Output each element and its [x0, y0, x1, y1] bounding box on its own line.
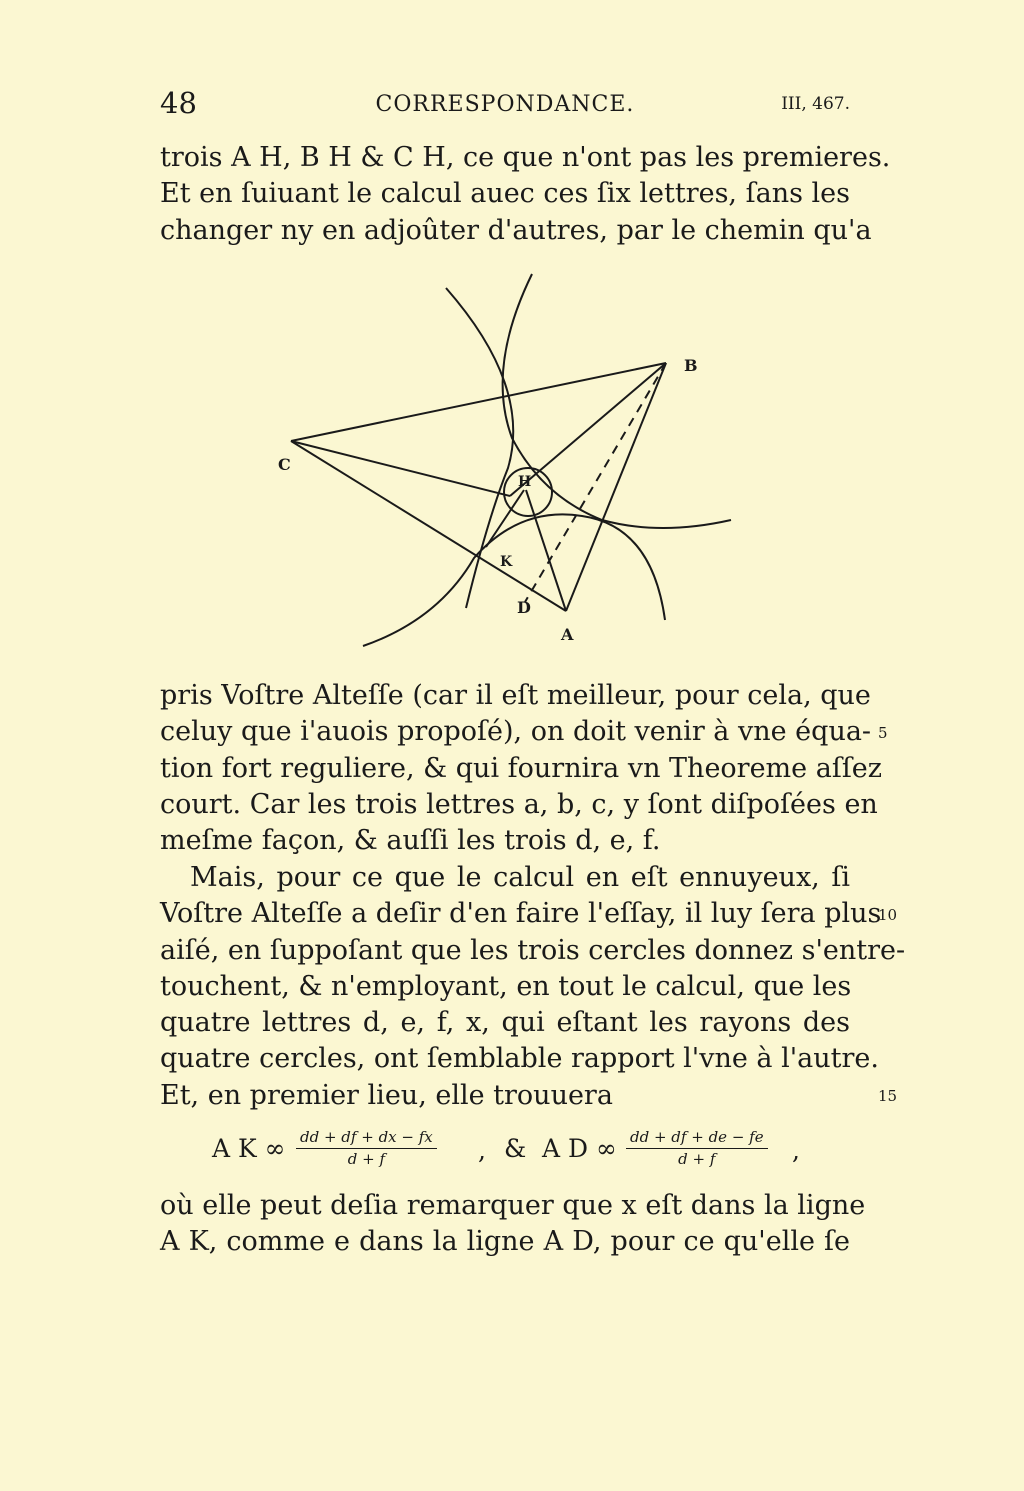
equation-lhs-ak: A K ∞ [212, 1134, 286, 1163]
fraction-numerator: dd + df + de − fe [626, 1128, 768, 1149]
dashed-line-bd [525, 363, 666, 602]
label-c: C [278, 455, 291, 474]
line-number: 5 [878, 724, 888, 742]
volume-reference: III, 467. [781, 94, 850, 114]
line-number: 15 [878, 1087, 898, 1105]
fraction-denominator: d + f [678, 1150, 716, 1168]
page-header [160, 86, 850, 130]
label-b: B [684, 356, 698, 375]
label-d: D [517, 598, 531, 617]
line-bh [510, 363, 666, 496]
line-ch [291, 441, 510, 496]
fraction-ad [626, 1128, 768, 1168]
geometric-figure [260, 268, 740, 658]
text-line: aiſé, en ſuppoſant que les trois cercles donnez s'entre- [160, 934, 906, 966]
line-number: 10 [878, 906, 898, 924]
label-a: A [561, 625, 574, 644]
arc-right [503, 274, 731, 528]
text-line: quatre lettres d, e, f, x, qui eſtant les rayons des [160, 1007, 850, 1039]
text-line: changer ny en adjoûter d'autres, par le chemin qu'a [160, 214, 872, 246]
fraction-numerator: dd + df + dx − fx [296, 1128, 437, 1149]
equation-ampersand: & [504, 1134, 527, 1163]
paragraph-1 [160, 140, 891, 249]
text-line: pris Voſtre Alteſſe (car il eſt meilleur, pour cela, que [160, 680, 871, 711]
arc-bottom [363, 514, 665, 646]
equation-lhs-ad: A D ∞ [542, 1134, 617, 1163]
page-number: 48 [160, 86, 197, 120]
label-h: H [518, 474, 532, 490]
equation-comma: , [478, 1136, 486, 1165]
text-line: Et en ſuiuant le calcul auec ces ſix lettres, ſans les [160, 178, 850, 210]
text-line: quatre cercles, ont ſemblable rapport l'vne à l'autre. [160, 1043, 879, 1075]
text-line: Voſtre Alteſſe a deſir d'en faire l'eſſay, il luy ſera plus [160, 898, 882, 930]
text-line: celuy que i'auois propoſé), on doit venir à vne équa- [160, 716, 872, 748]
text-line: Et, en premier lieu, elle trouuera [160, 1079, 613, 1111]
paragraph-4 [160, 1188, 866, 1261]
text-line: A K, comme e dans la ligne A D, pour ce qu'elle ſe [160, 1226, 850, 1258]
text-line: meſme façon, & auſſi les trois d, e, f. [160, 825, 661, 857]
line-ca [291, 441, 566, 611]
line-ba [566, 363, 666, 611]
fraction-ak [296, 1128, 437, 1168]
text-line: où elle peut deſia remarquer que x eſt dans la ligne [160, 1190, 866, 1221]
text-line: trois A H, B H & C H, ce que n'ont pas les premieres. [160, 142, 891, 173]
label-k: K [500, 554, 513, 570]
equation-comma: , [792, 1136, 800, 1165]
text-line: court. Car les trois lettres a, b, c, y ſont diſpoſées en [160, 788, 878, 820]
text-line: Mais, pour ce que le calcul en eſt ennuyeux, ſi [190, 862, 850, 893]
running-title: CORRESPONDANCE. [375, 92, 635, 117]
text-line: touchent, & n'employant, en tout le calcul, que les [160, 970, 852, 1002]
line-cb [291, 363, 666, 441]
fraction-denominator: d + f [347, 1150, 385, 1168]
equation [212, 1128, 812, 1178]
paragraph-2 [160, 678, 883, 859]
text-line: tion fort reguliere, & qui fournira vn Theoreme aſſez [160, 752, 883, 784]
